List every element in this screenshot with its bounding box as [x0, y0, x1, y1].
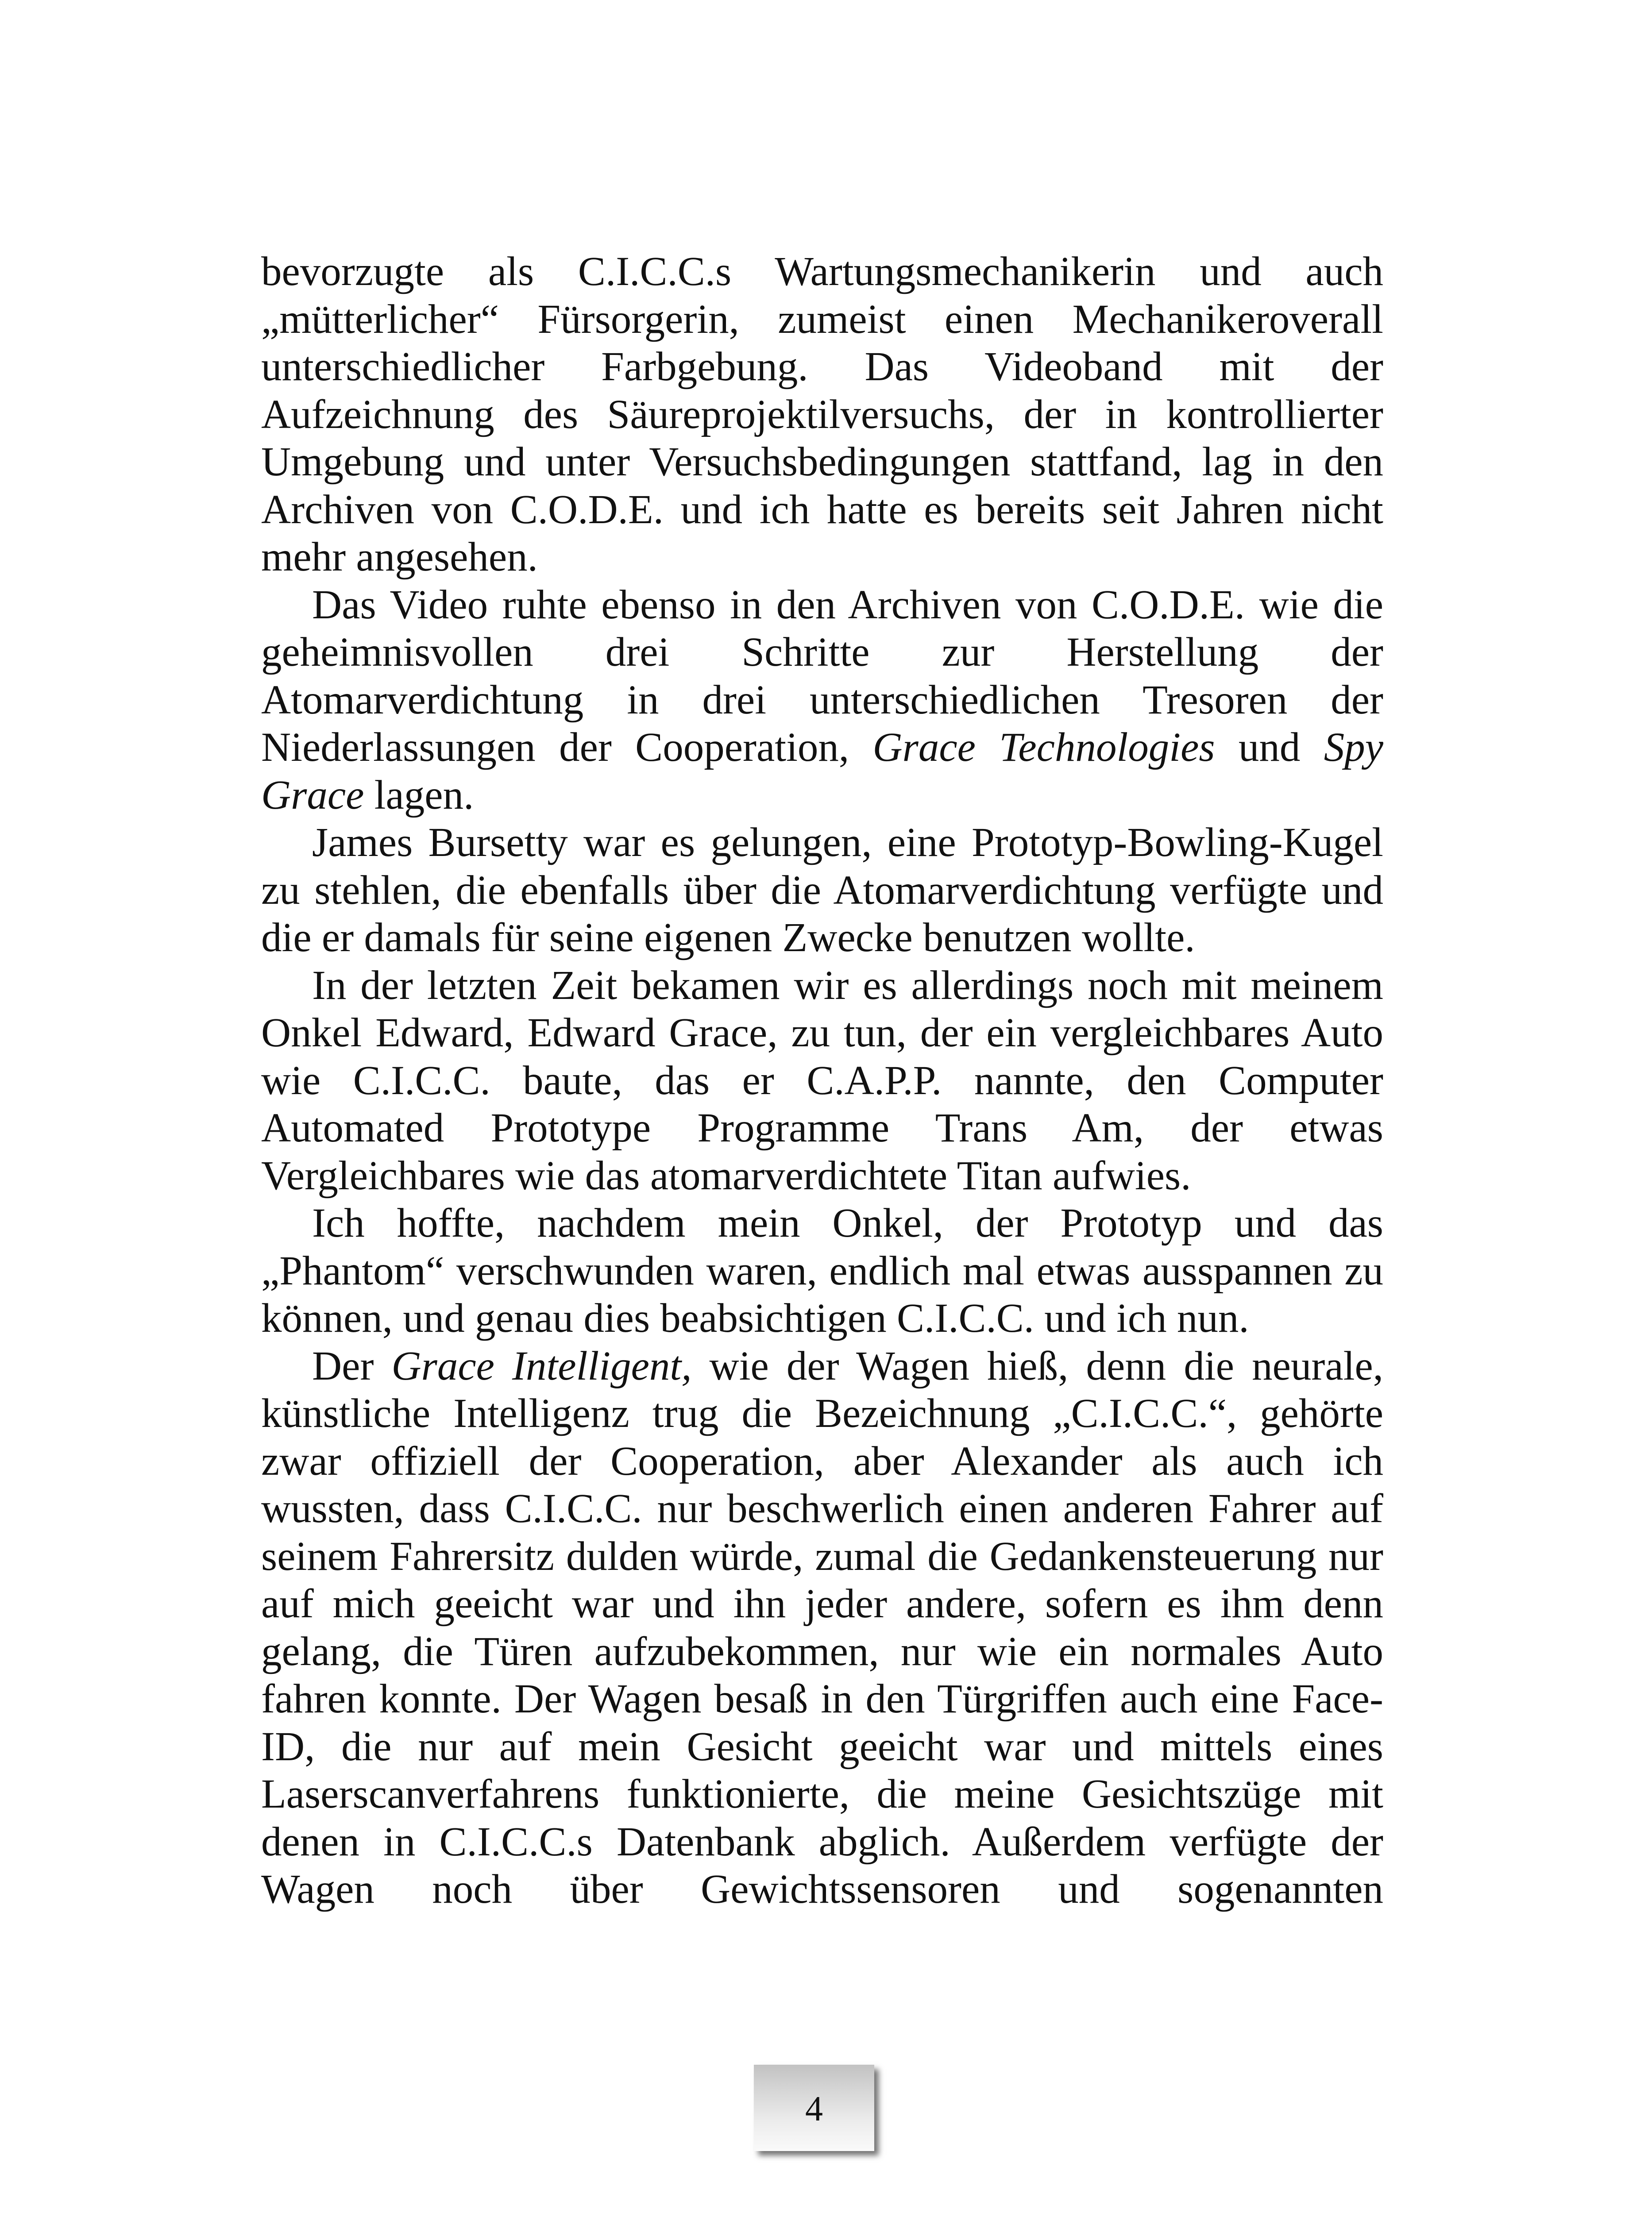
text-span: Der	[312, 1343, 392, 1389]
page-number: 4	[805, 2090, 823, 2128]
italic-text: Spy Grace	[261, 725, 1383, 818]
paragraph	[261, 248, 1383, 581]
paragraph	[261, 962, 1383, 1200]
text-span: lagen.	[364, 772, 474, 818]
italic-text: Grace Technologies	[872, 725, 1215, 770]
text-span: Das Video ruhte ebenso in den Archiven von C.O.D.E. wie die geheimnisvollen drei Schritte zur Herstellung der Atomarverdichtung in drei unterschiedlichen Tresoren der Niederlassungen der Cooperation,	[261, 582, 1383, 770]
page-number-box	[754, 2065, 874, 2151]
paragraph	[261, 1199, 1383, 1342]
paragraph	[261, 1342, 1383, 1913]
text-span: Ich hoffte, nachdem mein Onkel, der Prototyp und das „Phantom“ verschwunden waren, endlich mal etwas ausspannen zu können, und genau dies beabsichtigen C.I.C.C. und ich nun.	[261, 1200, 1383, 1341]
paragraph	[261, 819, 1383, 962]
paragraph	[261, 581, 1383, 819]
body-text	[261, 248, 1383, 1913]
text-span: In der letzten Zeit bekamen wir es allerdings noch mit meinem Onkel Edward, Edward Grace, zu tun, der ein vergleichbares Auto wie C.I.C.C. baute, das er C.A.P.P. nannte, den Computer Automated Prototype Programme Trans Am, der etwas Vergleichbares wie das atomarverdichtete Titan aufwies.	[261, 962, 1383, 1199]
text-span: wie der Wagen hieß, denn die neurale, künstliche Intelligenz trug die Bezeichnung „C.I.C.C.“, gehörte zwar offiziell der Cooperation, aber Alexander als auch ich wussten, dass C.I.C.C. nur beschwerlich einen anderen Fahrer auf seinem Fahrersitz dulden würde, zumal die Gedankensteuerung nur auf mich geeicht war und ihn jeder andere, sofern es ihm denn gelang, die Türen aufzubekommen, nur wie ein normales Auto fahren konnte. Der Wagen besaß in den Türgriffen auch eine Face-ID, die nur auf mein Gesicht geeicht war und mittels eines Laserscanverfahrens funktionierte, die meine Gesichtszüge mit denen in C.I.C.C.s Datenbank abglich. Außerdem verfügte der Wagen noch über Gewichtssensoren und sogenannten	[261, 1343, 1383, 1912]
text-span: bevorzugte als C.I.C.C.s Wartungsmechanikerin und auch „mütterlicher“ Fürsorgerin, zumeist einen Mechanikeroverall unterschiedlicher Farbgebung. Das Videoband mit der Aufzeichnung des Säureprojektilversuchs, der in kontrollierter Umgebung und unter Versuchsbedingungen stattfand, lag in den Archiven von C.O.D.E. und ich hatte es bereits seit Jahren nicht mehr angesehen.	[261, 249, 1383, 580]
italic-text: Grace Intelligent,	[391, 1343, 692, 1389]
text-span: und	[1215, 725, 1324, 770]
text-span: James Bursetty war es gelungen, eine Prototyp-Bowling-Kugel zu stehlen, die ebenfalls über die Atomarverdichtung verfügte und die er damals für seine eigenen Zwecke benutzen wollte.	[261, 820, 1383, 960]
